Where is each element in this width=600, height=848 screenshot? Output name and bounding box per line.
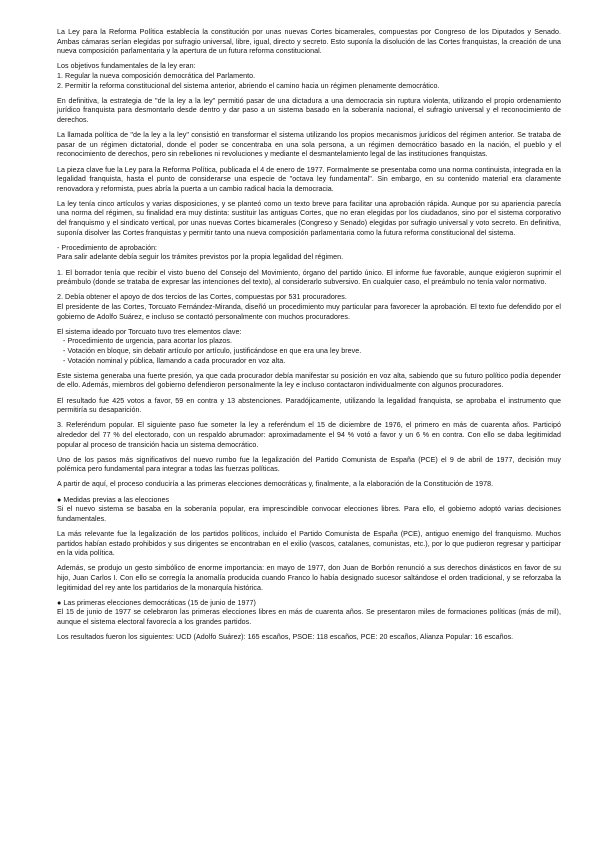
key-law-paragraph: La pieza clave fue la Ley para la Reforma Política, publicada el 4 de enero de 1977. Formalmente se presentaba como una norma continuista, integrada en la legalidad franquista, hasta el punto de considerarse una especie de "octava ley fundamental". Sin embargo, en su contenido material era claramente renovadora y reformista, pues abría la puerta a un cambio radical hacia la democracia. [57, 165, 561, 193]
step1-paragraph: 1. El borrador tenía que recibir el visto bueno del Consejo del Movimiento, órgano del partido único. El informe fue favorable, aunque exigieron suprimir el preámbulo (donde se trataba de expresar las intenciones del texto), al considerarlo subversivo. En cualquier caso, el preámbulo no tenía valor normativo. [57, 268, 561, 287]
system-list [57, 337, 561, 366]
objectives-list [57, 72, 561, 91]
system-title: El sistema ideado por Torcuato tuvo tres elementos clave: [57, 327, 242, 336]
list-item: 1. Regular la nueva composición democrática del Parlamento. [57, 71, 256, 80]
list-item: - Votación en bloque, sin debatir artículo por artículo, justificándose en que era una ley breve. [57, 347, 561, 357]
strategy-paragraph: En definitiva, la estrategia de "de la ley a la ley" permitió pasar de una dictadura a una democracia sin ruptura violenta, utilizando el propio ordenamiento jurídico franquista para desmontarlo desde dentro y dar paso a un sistema basado en la soberanía nacional, el sufragio universal y el reconocimiento de derechos. [57, 96, 561, 124]
called-policy-paragraph: La llamada política de "de la ley a la ley" consistió en transformar el sistema utilizando los propios mecanismos jurídicos del régimen anterior. Se trataba de pasar de un régimen dictatorial, donde el poder se concentraba en una sola persona, a un régimen democrático basado en la nación, el pueblo y el reconocimiento de derechos, pero sin rebeliones ni revoluciones y mediante el desmantelamiento legal de las instituciones franquistas. [57, 131, 561, 159]
list-item: - Votación nominal y pública, llamando a cada procurador en voz alta. [57, 357, 561, 367]
step3-paragraph: 3. Referéndum popular. El siguiente paso fue someter la ley a referéndum el 15 de diciembre de 1976, el primero en más de cuarenta años. Participó alrededor del 77 % del electorado, con un respaldo abrumador: aproximadamente el 94 % votó a favor y un 6 % en contra. Con ello se daba legitimidad popular al proceso de transición hacia un sistema democrático. [57, 421, 561, 449]
elections-title: ● Las primeras elecciones democráticas (15 de junio de 1977) [57, 598, 256, 607]
pressure-paragraph: Este sistema generaba una fuerte presión, ya que cada procurador debía manifestar su posición en voz alta, sabiendo que su futuro político podía depender de ello. Además, miembros del gobierno defendieron personalmente la ley e incluso contactaron individualmente con algunos procuradores. [57, 371, 561, 390]
measures-title: ● Medidas previas a las elecciones [57, 495, 170, 504]
elections-body: El 15 de junio de 1977 se celebraron las primeras elecciones libres en más de cuarenta años. Se presentaron miles de formaciones políticas (más de mil), aunque el sistema electoral favorecía a los grandes partidos. [57, 608, 561, 626]
intro-paragraph: La Ley para la Reforma Política establecía la constitución por unas nuevas Cortes bicamerales, compuestas por Congreso de los Diputados y Senado. Ambas cámaras serían elegidas por sufragio universal, libre, igual, directo y secreto. Esto suponía la disolución de las Cortes franquistas, la creación de una nueva composición parlamentaria y la apertura de un futura reforma constitucional. [57, 28, 561, 56]
list-item: 2. Permitir la reforma constitucional del sistema anterior, abriendo el camino hacia un régimen plenamente democrático. [57, 81, 440, 90]
result-paragraph: El resultado fue 425 votos a favor, 59 en contra y 13 abstenciones. Paradójicamente, utilizando la legalidad franquista, se aprobaba el instrumento que permitiría su desaparición. [57, 396, 561, 415]
procedure-title: - Procedimiento de aprobación: [57, 243, 158, 252]
measures-intro: Si el nuevo sistema se basaba en la soberanía popular, era imprescindible convocar elecciones libres. Para ello, el gobierno adoptó varias decisiones fundamentales. [57, 505, 561, 523]
results-paragraph: Los resultados fueron los siguientes: UCD (Adolfo Suárez): 165 escaños, PSOE: 118 escaños, PCE: 20 escaños, Alianza Popular: 16 escaños. [57, 633, 514, 642]
articles-paragraph: La ley tenía cinco artículos y varias disposiciones, y se planteó como un texto breve para facilitar una aprobación rápida. Aunque por su apariencia parecía una norma del régimen, su finalidad era muy distinta: sustituir las antiguas Cortes, que no eran elegidas por los ciudadanos, sino por el sistema corporativo del franquismo y el sindicato vertical, por unas nuevas Cortes bicamerales (Congreso y Senado) elegidas por sufragio universal y voto secreto. En definitiva, suponía disolver las Cortes franquistas y permitir tanto una nueva composición parlamentaria como la futura reforma constitucional del sistema. [57, 199, 561, 237]
from-here-paragraph: A partir de aquí, el proceso conduciría a las primeras elecciones democráticas y, finalmente, a la elaboración de la Constitución de 1978. [57, 480, 494, 489]
pce-paragraph: Uno de los pasos más significativos del nuevo rumbo fue la legalización del Partido Comunista de España (PCE) el 9 de abril de 1977, decisión muy polémica pero fundamental para integrar a todas las fuerzas políticas. [57, 455, 561, 474]
step2-paragraph: 2. Debía obtener el apoyo de dos tercios de las Cortes, compuestas por 531 procuradores. El presidente de las Cortes, Torcuato Fernández-Miranda, diseñó un procedimiento muy particular para favorecer la aprobación. El texto fue defendido por el gobierno de Adolfo Suárez, e incluso se contactó personalmente con muchos procuradores. [57, 293, 561, 321]
legalization-paragraph: La más relevante fue la legalización de los partidos políticos, incluido el Partido Comunista de España (PCE), antiguo enemigo del franquismo. Muchos partidos habían estado prohibidos y sus dirigentes se encontraban en el exilio (vascos, catalanes, comunistas, etc.), por lo que pudieron regresar y participar en la vida política. [57, 530, 561, 558]
symbolic-paragraph: Además, se produjo un gesto simbólico de enorme importancia: en mayo de 1977, don Juan de Borbón renunció a sus derechos dinásticos en favor de su hijo, Juan Carlos I. Con ello se corregía la anomalía producida cuando Franco lo había designado sucesor saltándose el orden tradicional, y se reforzaba la legitimidad del rey ante los partidarios de la monarquía histórica. [57, 564, 561, 592]
objectives-title: Los objetivos fundamentales de la ley eran: [57, 62, 196, 71]
procedure-intro: Para salir adelante debía seguir los trámites previstos por la propia legalidad del régimen. [57, 253, 344, 262]
list-item: - Procedimiento de urgencia, para acortar los plazos. [57, 337, 561, 347]
